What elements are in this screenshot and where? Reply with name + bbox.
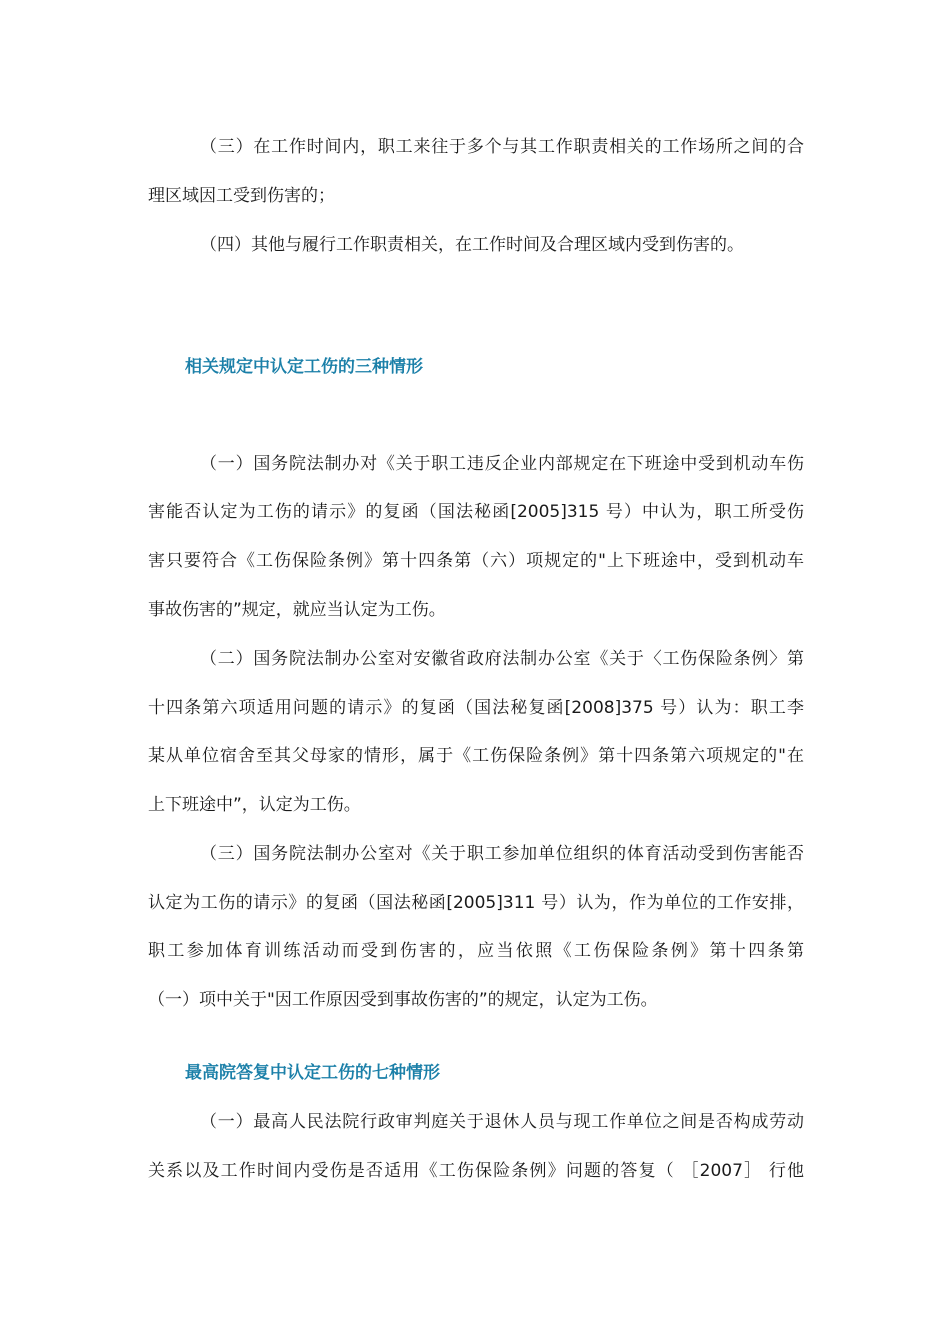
paragraph-line: （四）其他与履行工作职责相关，在工作时间及合理区域内受到伤害的。 bbox=[200, 235, 744, 255]
paragraph-line: 害只要符合《工伤保险条例》第十四条第（六）项规定的"上下班途中，受到机动车 bbox=[148, 551, 804, 571]
paragraph-line: （一）最高人民法院行政审判庭关于退休人员与现工作单位之间是否构成劳动 bbox=[200, 1112, 804, 1132]
paragraph-line: 某从单位宿舍至其父母家的情形，属于《工伤保险条例》第十四条第六项规定的"在 bbox=[148, 746, 804, 766]
paragraph-line: 事故伤害的”规定，就应当认定为工伤。 bbox=[148, 600, 446, 620]
paragraph-line: （三）国务院法制办公室对《关于职工参加单位组织的体育活动受到伤害能否 bbox=[200, 844, 804, 864]
paragraph-line: 职工参加体育训练活动而受到伤害的，应当依照《工伤保险条例》第十四条第 bbox=[148, 941, 804, 961]
section-heading: 最高院答复中认定工伤的七种情形 bbox=[185, 1063, 440, 1083]
paragraph-line: 理区域因工受到伤害的； bbox=[148, 186, 335, 206]
paragraph-line: （一）项中关于"因工作原因受到事故伤害的”的规定，认定为工伤。 bbox=[148, 990, 658, 1010]
paragraph-line: （一）国务院法制办对《关于职工违反企业内部规定在下班途中受到机动车伤 bbox=[200, 454, 804, 474]
paragraph-line: 上下班途中”，认定为工伤。 bbox=[148, 795, 361, 815]
paragraph-line: 关系以及工作时间内受伤是否适用《工伤保险条例》问题的答复（ ［2007］ 行他 bbox=[148, 1161, 804, 1181]
paragraph-line: （三）在工作时间内，职工来往于多个与其工作职责相关的工作场所之间的合 bbox=[200, 137, 804, 157]
paragraph-line: 十四条第六项适用问题的请示》的复函（国法秘复函[2008]375 号）认为：职工李 bbox=[148, 698, 804, 718]
paragraph-line: 认定为工伤的请示》的复函（国法秘函[2005]311 号）认为，作为单位的工作安排， bbox=[148, 893, 804, 913]
paragraph-line: （二）国务院法制办公室对安徽省政府法制办公室《关于〈工伤保险条例〉第 bbox=[200, 649, 804, 669]
paragraph-line: 害能否认定为工伤的请示》的复函（国法秘函[2005]315 号）中认为，职工所受伤 bbox=[148, 502, 804, 522]
section-heading: 相关规定中认定工伤的三种情形 bbox=[185, 357, 423, 377]
